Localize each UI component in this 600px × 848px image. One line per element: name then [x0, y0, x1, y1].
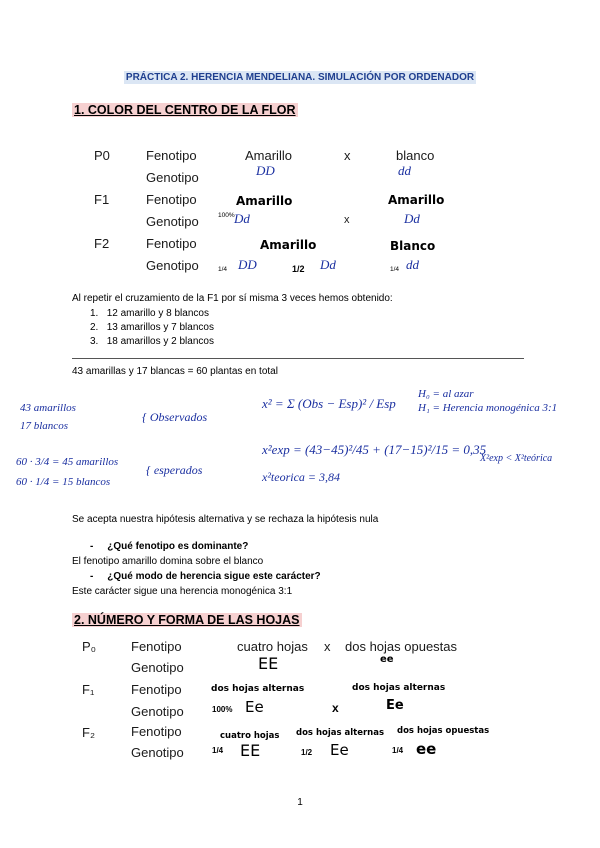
- p0-cross-x: x: [324, 639, 331, 654]
- f1-percent: 100%: [218, 212, 235, 219]
- row-label-f2: F₂: [82, 725, 95, 740]
- question-1: - ¿Qué fenotipo es dominante?: [90, 541, 249, 552]
- row-label-f1: F₁: [82, 682, 95, 697]
- f2-geno-1: EE: [240, 741, 261, 760]
- note-observados: { Observados: [142, 410, 208, 424]
- row-label-p0: P₀: [82, 639, 97, 654]
- p0-pheno-b: dos hojas opuestas: [345, 639, 458, 654]
- divider: [72, 358, 524, 359]
- list-item: 2. 13 amarillos y 7 blancos: [90, 322, 214, 333]
- note-esp1: 60 · 3/4 = 45 amarillos: [16, 456, 119, 468]
- p0-cross-x: x: [344, 148, 351, 163]
- f2-pheno-b: dos hojas alternas: [296, 728, 385, 738]
- f2-frac-3: 1/4: [390, 266, 400, 273]
- genotipo-label: Genotipo: [131, 745, 184, 760]
- note-obs2: 17 blancos: [20, 420, 68, 432]
- note-h1: H₁ = Herencia monogénica 3:1: [418, 402, 558, 414]
- fenotipo-label: Fenotipo: [146, 236, 197, 251]
- f2-pheno-b: Blanco: [390, 239, 436, 253]
- f2-pheno-c: dos hojas opuestas: [397, 726, 490, 736]
- f1-geno-a: Ee: [245, 698, 264, 716]
- f2-geno-3: dd: [406, 257, 419, 272]
- f1-geno-a: Dd: [234, 211, 250, 226]
- row-label-f1: F1: [94, 192, 110, 207]
- p0-pheno-b: blanco: [396, 148, 435, 163]
- genotipo-label: Genotipo: [146, 258, 199, 273]
- note-esp2: 60 · 1/4 = 15 blancos: [16, 476, 111, 488]
- f2-frac-1: 1/4: [212, 746, 224, 755]
- p0-geno-a: EE: [258, 654, 279, 673]
- p0-geno-a: DD: [256, 163, 275, 178]
- genotipo-label: Genotipo: [131, 660, 184, 675]
- f2-frac-3: 1/4: [392, 746, 404, 755]
- fenotipo-label: Fenotipo: [146, 192, 197, 207]
- f2-geno-2: Ee: [330, 741, 349, 759]
- row-label-f2: F2: [94, 236, 110, 251]
- fenotipo-label: Fenotipo: [146, 148, 197, 163]
- f2-pheno-a: cuatro hojas: [220, 731, 280, 741]
- genotipo-label: Genotipo: [131, 704, 184, 719]
- f2-geno-2: Dd: [320, 257, 336, 272]
- answer-1: El fenotipo amarillo domina sobre el blanco: [72, 556, 264, 567]
- fenotipo-label: Fenotipo: [131, 639, 182, 654]
- section1-heading: 1. COLOR DEL CENTRO DE LA FLOR: [74, 103, 296, 117]
- p0-pheno-a: Amarillo: [245, 148, 292, 163]
- p0-pheno-a: cuatro hojas: [237, 639, 308, 654]
- note-compare: X²exp < X²teórica: [480, 453, 553, 464]
- f2-frac-1: 1/4: [218, 266, 228, 273]
- page-title: PRÁCTICA 2. HERENCIA MENDELIANA. SIMULACIÓN POR ORDENADOR: [125, 72, 475, 83]
- note-esperados: { esperados: [146, 463, 203, 477]
- f1-pheno-a: Amarillo: [236, 194, 293, 208]
- f1-cross-x: x: [344, 214, 350, 226]
- f2-geno-1: DD: [238, 257, 257, 272]
- note-calc: x²exp = (43−45)²/45 + (17−15)²/15 = 0,35: [262, 442, 487, 457]
- genotipo-label: Genotipo: [146, 214, 199, 229]
- f1-pheno-b: Amarillo: [388, 193, 445, 207]
- f1-percent: 100%: [212, 705, 233, 714]
- p0-geno-b: dd: [398, 163, 411, 178]
- p0-geno-b: ee: [380, 654, 394, 665]
- note-formula: x² = Σ (Obs − Esp)² / Esp: [262, 396, 396, 411]
- f2-frac-2: 1/2: [292, 264, 305, 274]
- row-label-p0: P0: [94, 148, 110, 163]
- conclusion: Se acepta nuestra hipótesis alternativa y se rechaza la hipótesis nula: [72, 514, 379, 525]
- f1-pheno-b: dos hojas alternas: [352, 683, 446, 693]
- fenotipo-label: Fenotipo: [131, 724, 182, 739]
- note-obs1: 43 amarillos: [20, 402, 76, 414]
- f2-pheno-a: Amarillo: [260, 238, 317, 252]
- list-item: 1. 12 amarillo y 8 blancos: [90, 308, 209, 319]
- f2-frac-2: 1/2: [301, 748, 313, 757]
- page-number: 1: [297, 797, 303, 808]
- results-list: [90, 308, 214, 347]
- total-line: 43 amarillas y 17 blancas = 60 plantas en total: [72, 366, 278, 377]
- answer-2: Este carácter sigue una herencia monogénica 3:1: [72, 586, 293, 597]
- genotipo-label: Genotipo: [146, 170, 199, 185]
- question-2: - ¿Qué modo de herencia sigue este carácter?: [90, 571, 321, 582]
- f1-pheno-a: dos hojas alternas: [211, 684, 305, 694]
- fenotipo-label: Fenotipo: [131, 682, 182, 697]
- f1-cross-x: x: [332, 701, 339, 715]
- f1-geno-b: Ee: [386, 698, 404, 713]
- f1-geno-b: Dd: [404, 211, 420, 226]
- note-h0: H₀ = al azar: [418, 388, 474, 400]
- note-teorica: x²teorica = 3,84: [262, 470, 341, 484]
- f2-geno-3: ee: [416, 740, 437, 758]
- list-item: 3. 18 amarillos y 2 blancos: [90, 336, 214, 347]
- repeat-intro: Al repetir el cruzamiento de la F1 por sí misma 3 veces hemos obtenido:: [72, 293, 393, 304]
- section2-heading: 2. NÚMERO Y FORMA DE LAS HOJAS: [74, 613, 300, 627]
